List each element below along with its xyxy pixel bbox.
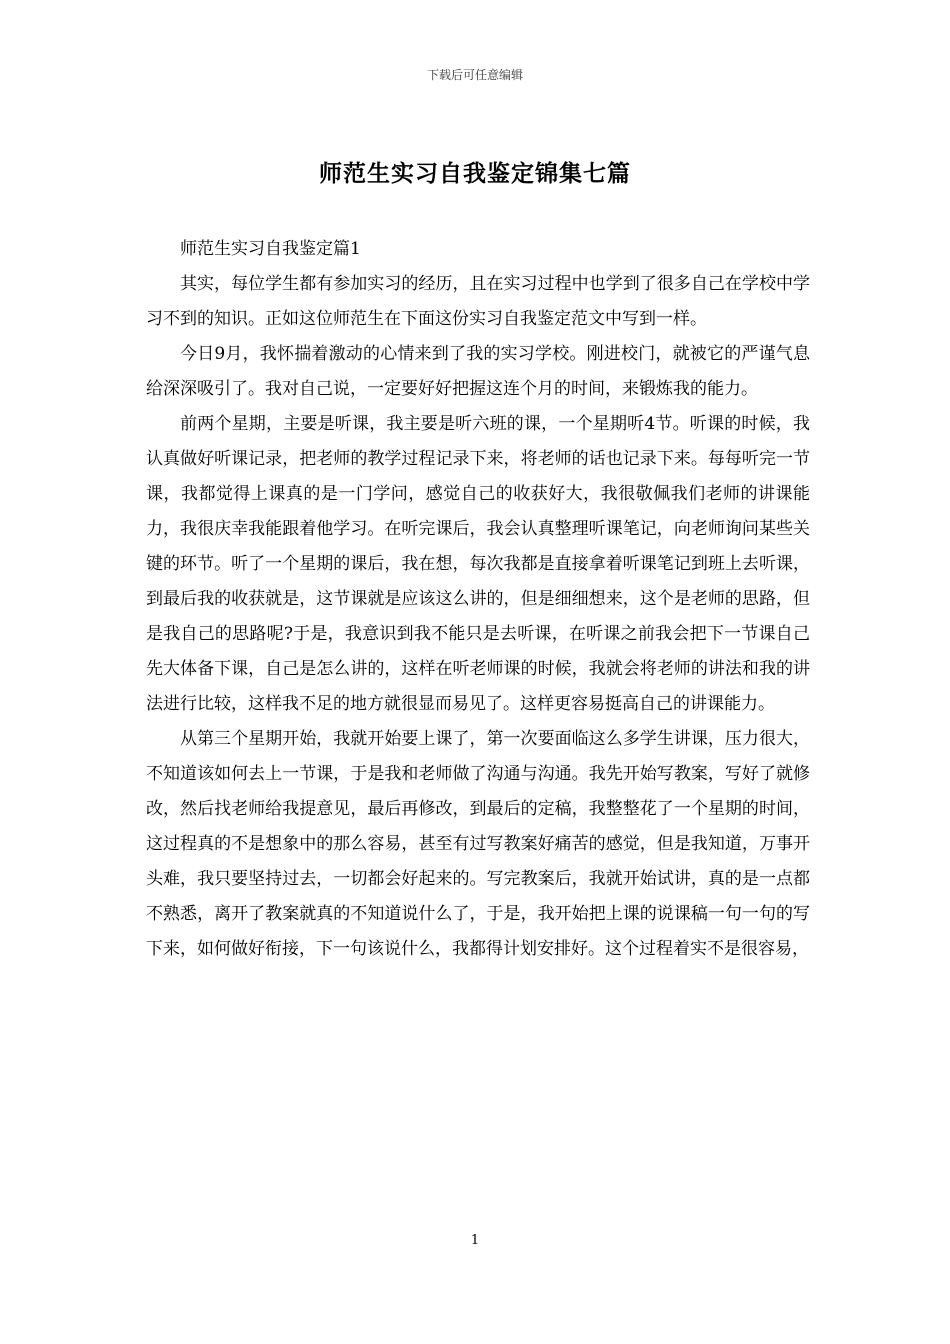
paragraph-intro: 其实，每位学生都有参加实习的经历，且在实习过程中也学到了很多自己在学校中学习不到的知识。正如这位师范生在下面这份实习自我鉴定范文中写到一样。 <box>146 274 810 329</box>
document-body <box>146 232 810 967</box>
section-heading: 师范生实习自我鉴定篇1 <box>180 239 361 259</box>
header-note: 下载后可任意编辑 <box>426 68 523 82</box>
document-title: 师范生实习自我鉴定锦集七篇 <box>319 160 631 187</box>
paragraph-arrival: 今日9月，我怀揣着激动的心情来到了我的实习学校。刚进校门，就被它的严谨气息给深深吸引了。我对自己说，一定要好好把握这连个月的时间，来锻炼我的能力。 <box>146 344 810 399</box>
paragraph-observation: 前两个星期，主要是听课，我主要是听六班的课，一个星期听4节。听课的时候，我认真做好听课记录，把老师的教学过程记录下来，将老师的话也记录下来。每每听完一节课，我都觉得上课真的是一门学问，感觉自己的收获好大，我很敬佩我们老师的讲课能力，我很庆幸我能跟着他学习。在听完课后，我会认真整理听课笔记，向老师询问某些关键的环节。听了一个星期的课后，我在想，每次我都是直接拿着听课笔记到班上去听课，到最后我的收获就是，这节课就是应该这么讲的，但是细细想来，这个是老师的思路，但是我自己的思路呢?于是，我意识到我不能只是去听课，在听课之前我会把下一节课自己先大体备下课，自己是怎么讲的，这样在听老师课的时候，我就会将老师的讲法和我的讲法进行比较，这样我不足的地方就很显而易见了。这样更容易挺高自己的讲课能力。 <box>146 414 810 714</box>
page-number: 1 <box>470 1233 480 1248</box>
paragraph-teaching: 从第三个星期开始，我就开始要上课了，第一次要面临这么多学生讲课，压力很大，不知道该如何去上一节课，于是我和老师做了沟通与沟通。我先开始写教案，写好了就修改，然后找老师给我提意见，最后再修改，到最后的定稿，我整整花了一个星期的时间，这过程真的不是想象中的那么容易，甚至有过写教案好痛苦的感觉，但是我知道，万事开头难，我只要坚持过去，一切都会好起来的。写完教案后，我就开始试讲，真的是一点都不熟悉，离开了教案就真的不知道说什么了，于是，我开始把上课的说课稿一句一句的写下来，如何做好衔接，下一句该说什么，我都得计划安排好。这个过程着实不是很容易， <box>146 729 810 959</box>
